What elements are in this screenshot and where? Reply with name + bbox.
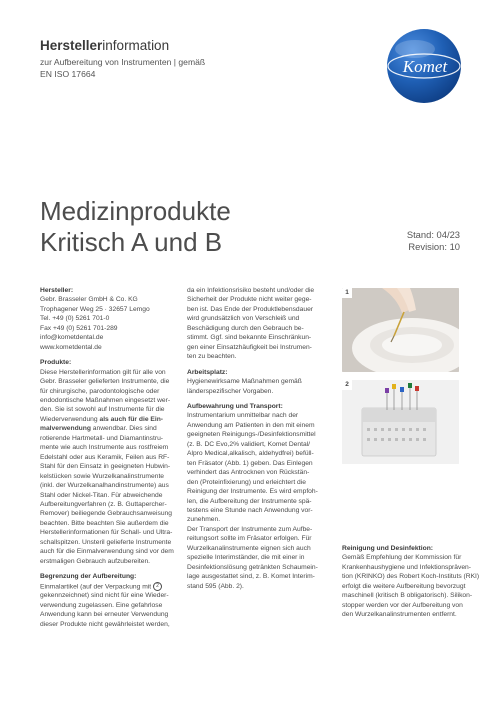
produkte-line: erstmaligen Gebrauch aufzubereiten. — [40, 557, 151, 565]
reinigung-line: maschinell (kritisch B obligatorisch). Silikon- — [342, 592, 473, 600]
transport-line: geeigneten Reinigungs-/Desinfektionsmittel — [187, 431, 316, 439]
section-intro — [187, 286, 327, 362]
hersteller-website[interactable]: www.kometdental.de — [40, 343, 102, 351]
reinigung-line: den Wurzelkanalinstrumenten entfernt. — [342, 611, 457, 619]
produkte-bold: malverwendung — [40, 425, 91, 433]
column-3 — [342, 544, 487, 626]
transport-line: reitungsort sollte im Fräsator erfolgen. Für — [187, 535, 312, 543]
produkte-line: Gebr. Brasseler gelieferten Instrumente, die — [40, 378, 170, 386]
produkte-line: Herstellerinformationen für Schall- und Ultra- — [40, 529, 173, 537]
intro-line: gen einer Einsatzhäufigkeit bei Instrumen- — [187, 343, 312, 351]
header-title — [40, 38, 169, 53]
section-hersteller — [40, 286, 180, 352]
produkte-line: schallspitzen. Unsteril gelieferte Instrumente — [40, 538, 172, 546]
begrenzung-line: dieser Produkte nicht gewährleistet werden, — [40, 620, 170, 628]
hersteller-line: Fax +49 (0) 5261 701-289 — [40, 324, 118, 332]
reinigung-heading: Reinigung und Desinfektion: — [342, 545, 434, 552]
transport-line: testens eine Stunde nach Anwendung vor- — [187, 506, 313, 514]
section-transport — [187, 402, 327, 591]
produkte-line: für chirurgische, parodontologische oder — [40, 387, 160, 395]
hersteller-line: Gebr. Brasseler GmbH & Co. KG — [40, 296, 138, 304]
column-2 — [187, 286, 327, 597]
produkte-line: (inkl. der Wurzelkanalhandinstrumente) aus — [40, 482, 169, 490]
page-title — [40, 196, 231, 258]
intro-line: wird grundsätzlich von Verschleiß und — [187, 315, 300, 323]
transport-line: lage ausgestattet sind, z. B. Komet Interim- — [187, 573, 315, 581]
transport-line: Reinigung der Instrumente. Es wird empfoh- — [187, 488, 318, 496]
intro-line: stimmt. Ggf. sind bekannte Einschränkun- — [187, 334, 312, 342]
intro-line: da ein Infektionsrisiko besteht und/oder die — [187, 287, 315, 294]
transport-line: den (Proteinfixierung) und erleichtert die — [187, 478, 306, 486]
single-use-symbol-icon: 2 — [153, 582, 162, 591]
logo-text: Komet — [402, 57, 448, 76]
page-title-line2: Kritisch A und B — [40, 227, 223, 257]
transport-line: zunehmen. — [187, 516, 221, 524]
transport-line: Wurzelkanalinstrumente eignen sich auch — [187, 544, 311, 552]
reinigung-line: erfolgt die weitere Aufbereitung bevorzugt — [342, 582, 466, 590]
interim-stand-illustration — [342, 380, 459, 464]
transport-line: verhindert das Antrocknen von Rückstän- — [187, 469, 310, 477]
stand-date: Stand: 04/23 — [406, 229, 460, 240]
hersteller-line: Tel. +49 (0) 5261 701-0 — [40, 315, 110, 323]
reinigung-line: stopper werden vor der Aufbereitung von — [342, 601, 463, 609]
produkte-line: Stahl für den Einsatz in geeigneten Hubwin- — [40, 463, 171, 471]
transport-line: Alpro Medical,alkalisch, aldehydfrei) befüll- — [187, 450, 314, 458]
figure-1-number: 1 — [342, 288, 352, 298]
reinigung-line: Gemäß Empfehlung der Kommission für — [342, 554, 462, 562]
produkte-line: anwendbar. Dies sind — [90, 425, 157, 433]
begrenzung-line: verwendung zugelassen. Eine gefahrlose — [40, 601, 163, 609]
produkte-line: kelstücken sowie Wurzelkanalinstrumente — [40, 472, 165, 480]
transport-line: ten Fräsator (Abb. 1) geben. Das Einlegen — [187, 459, 313, 467]
produkte-line: Wiederverwendung — [40, 415, 100, 423]
figure-1-frasator-photo — [342, 288, 459, 372]
begrenzung-line: gekennzeichnet) sind nicht für eine Wieder- — [40, 592, 169, 600]
frasator-bowl-illustration — [342, 288, 459, 372]
section-reinigung — [342, 544, 487, 620]
header-title-bold: Hersteller — [40, 38, 103, 53]
produkte-line: endodontische Maßnahmen eingesetzt wer- — [40, 396, 171, 404]
arbeitsplatz-line: länderspezifischer Vorgaben. — [187, 387, 274, 395]
stand-info — [407, 229, 460, 253]
produkte-line: Edelstahl oder aus Keramik, Feilen aus RF- — [40, 453, 170, 461]
transport-line: len, die Aufbereitung der Instrumente spä- — [187, 497, 312, 505]
stand-revision: Revision: 10 — [408, 241, 460, 252]
produkte-line: beachten. Bitte beachten Sie außerdem die — [40, 519, 169, 527]
produkte-line: Aufbereitungverfahren (z. B. Guttapercher- — [40, 500, 167, 508]
figure-2-interimstand-photo — [342, 380, 459, 464]
page-title-line1: Medizinprodukte — [40, 196, 231, 226]
hersteller-heading: Hersteller: — [40, 287, 74, 294]
produkte-bold: als auch für die Ein- — [99, 415, 164, 423]
produkte-line: mente wie auch Instrumente aus rostfreiem — [40, 444, 169, 452]
produkte-line: rotierende Hartmetall- und Diamantinstru- — [40, 434, 164, 442]
reinigung-line: Krankenhaushygiene und Infektionspräven- — [342, 563, 472, 571]
figure-2-number: 2 — [342, 380, 352, 390]
begrenzung-line: Anwendung kann bei erneuter Verwendung — [40, 611, 169, 619]
transport-heading: Aufbewahrung und Transport: — [187, 402, 283, 410]
transport-line: (z. B. DC Evo,2% validiert, Komet Dental/ — [187, 440, 311, 448]
transport-line: stand 595 (Abb. 2). — [187, 582, 244, 590]
produkte-line: Remover) beiliegende Gebrauchsanweisung — [40, 510, 172, 518]
produkte-line: den. Sie ist sowohl auf Instrumente für die — [40, 406, 165, 414]
produkte-heading: Produkte: — [40, 359, 72, 367]
section-arbeitsplatz — [187, 368, 327, 396]
header-subtitle-line2: EN ISO 17664 — [40, 69, 96, 79]
intro-line: Sicherheit der Produkte nicht weiter gege- — [187, 296, 312, 304]
arbeitsplatz-line: Hygienewirksame Maßnahmen gemäß — [187, 378, 302, 386]
header-subtitle — [40, 56, 205, 80]
hersteller-email[interactable]: info@kometdental.de — [40, 334, 104, 342]
transport-line: Instrumentarium unmittelbar nach der — [187, 412, 299, 420]
intro-line: ten zu beachten. — [187, 353, 237, 361]
komet-logo — [385, 27, 463, 105]
begrenzung-heading: Begrenzung der Aufbereitung: — [40, 573, 137, 581]
transport-line: Der Transport der Instrumente zum Aufbe- — [187, 525, 313, 533]
hersteller-line: Trophagener Weg 25 · 32657 Lemgo — [40, 305, 150, 313]
column-1 — [40, 286, 180, 635]
transport-line: Desinfektionslösung getränkten Schaumein- — [187, 563, 318, 571]
arbeitsplatz-heading: Arbeitsplatz: — [187, 368, 228, 376]
section-begrenzung — [40, 572, 180, 629]
begrenzung-line: Einmalartikel (auf der Verpackung mit — [40, 582, 153, 590]
header-subtitle-line1: zur Aufbereitung von Instrumenten | gemäß — [40, 57, 206, 67]
produkte-line: Diese Herstellerinformation gilt für alle von — [40, 368, 166, 376]
transport-line: Anwendung am Patienten in den mit einem — [187, 421, 315, 429]
transport-line: spezielle Interimständer, die mit einer in — [187, 554, 305, 562]
section-produkte — [40, 358, 180, 566]
produkte-line: Stahl oder Nickel-Titan. Für abweichende — [40, 491, 163, 499]
header-title-light: information — [102, 38, 170, 53]
intro-line: Beschädigung durch den Gebrauch be- — [187, 324, 304, 332]
produkte-line: auch für die Einmalverwendung sind vor dem — [40, 548, 174, 556]
reinigung-line: tion (KRINKO) des Robert Koch-Instituts (RKI) — [342, 573, 480, 581]
intro-line: ben ist. Das Ende der Produktlebensdauer — [187, 305, 314, 313]
